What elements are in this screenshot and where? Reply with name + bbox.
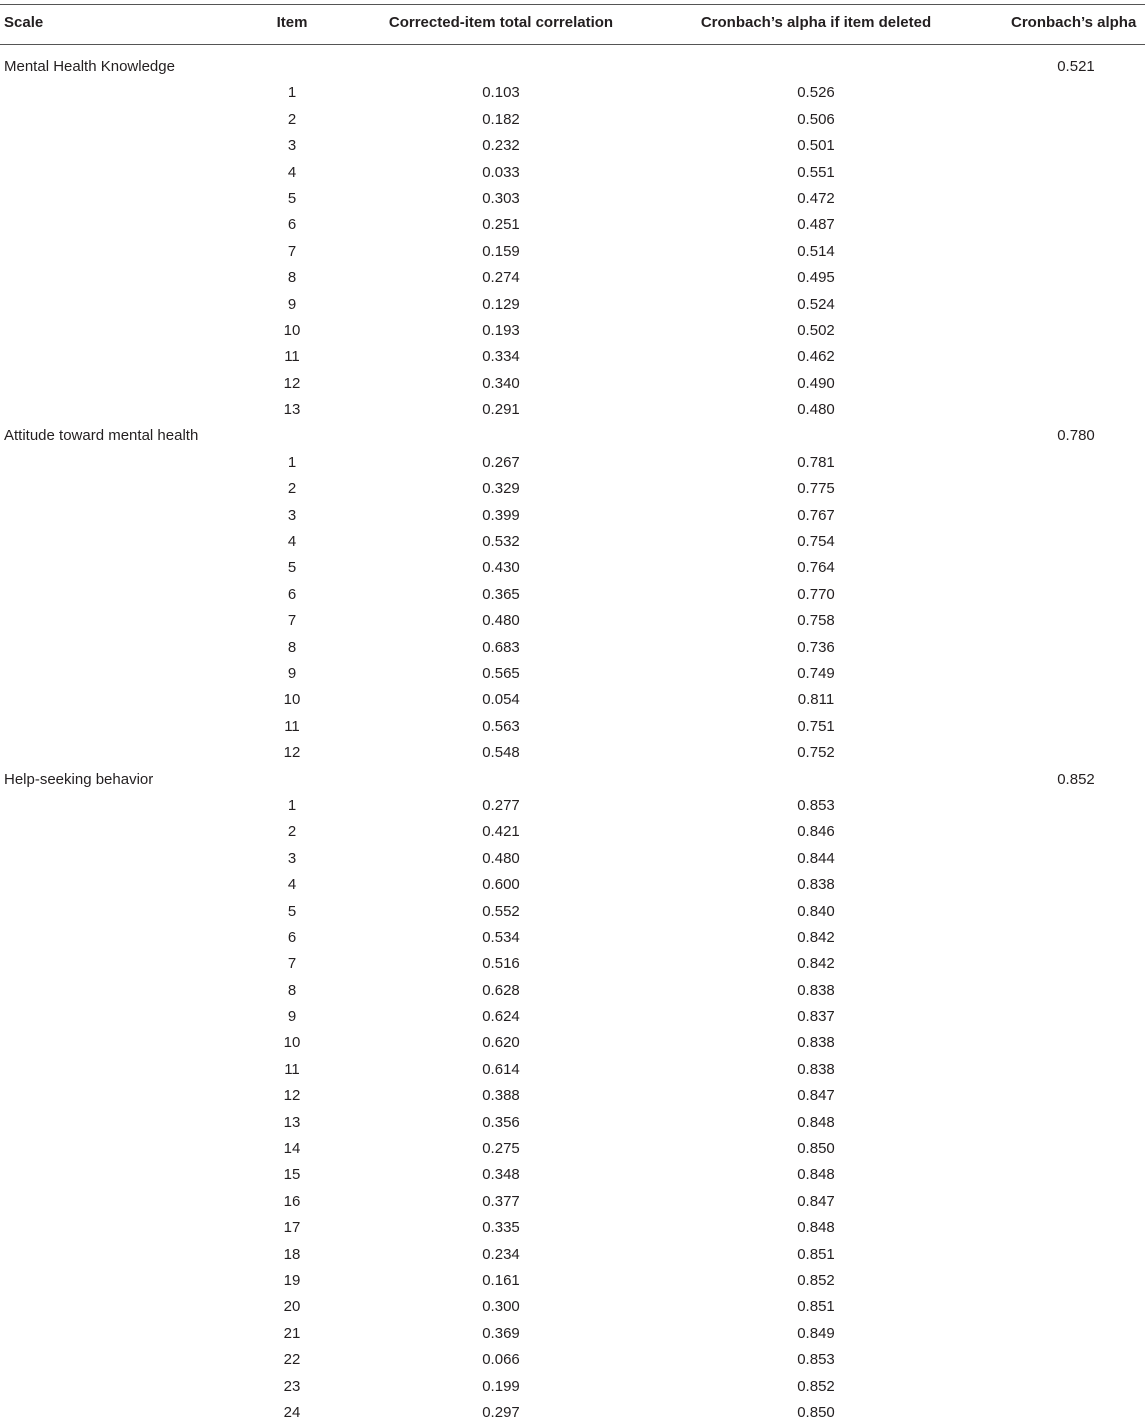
item-number: 8 (287, 981, 297, 999)
table-row (0, 1083, 1145, 1109)
table-row (0, 503, 1145, 529)
alpha-if-item-deleted: 0.850 (797, 1140, 835, 1158)
item-number: 3 (287, 137, 297, 155)
item-number: 7 (287, 242, 297, 260)
corrected-item-total-correlation: 0.274 (482, 269, 520, 287)
table-row (0, 160, 1145, 186)
item-number: 10 (283, 321, 301, 339)
table-header-rule (0, 44, 1145, 45)
table-row (0, 1004, 1145, 1030)
corrected-item-total-correlation: 0.297 (482, 1403, 520, 1421)
item-number: 13 (283, 1113, 301, 1131)
item-number: 9 (287, 664, 297, 682)
scale-row (0, 423, 1145, 449)
corrected-item-total-correlation: 0.369 (482, 1324, 520, 1342)
corrected-item-total-correlation: 0.103 (482, 84, 520, 102)
corrected-item-total-correlation: 0.377 (482, 1192, 520, 1210)
corrected-item-total-correlation: 0.193 (482, 321, 520, 339)
table-row (0, 687, 1145, 713)
item-number: 5 (287, 902, 297, 920)
alpha-if-item-deleted: 0.775 (797, 480, 835, 498)
table-row (0, 371, 1145, 397)
table-row (0, 318, 1145, 344)
item-number: 15 (283, 1166, 301, 1184)
alpha-if-item-deleted: 0.842 (797, 928, 835, 946)
item-number: 3 (287, 506, 297, 524)
table-row (0, 1268, 1145, 1294)
table-row (0, 846, 1145, 872)
alpha-if-item-deleted: 0.837 (797, 1008, 835, 1026)
item-number: 6 (287, 928, 297, 946)
alpha-if-item-deleted: 0.852 (797, 1271, 835, 1289)
alpha-if-item-deleted: 0.848 (797, 1166, 835, 1184)
item-number: 1 (287, 84, 297, 102)
table-row (0, 1162, 1145, 1188)
alpha-if-item-deleted: 0.846 (797, 823, 835, 841)
corrected-item-total-correlation: 0.430 (482, 559, 520, 577)
scale-name: Help-seeking behavior (4, 770, 154, 788)
alpha-if-item-deleted: 0.502 (797, 321, 835, 339)
alpha-if-item-deleted: 0.811 (797, 691, 835, 709)
table-row (0, 1242, 1145, 1268)
alpha-if-item-deleted: 0.487 (797, 216, 835, 234)
table-row (0, 529, 1145, 555)
item-number: 7 (287, 612, 297, 630)
item-number: 11 (284, 348, 300, 366)
corrected-item-total-correlation: 0.683 (482, 638, 520, 656)
item-number: 10 (283, 1034, 301, 1052)
item-number: 20 (283, 1298, 301, 1316)
corrected-item-total-correlation: 0.340 (482, 374, 520, 392)
scale-cronbach-alpha: 0.852 (1057, 770, 1095, 788)
scale-cronbach-alpha: 0.521 (1057, 58, 1095, 75)
item-number: 1 (287, 796, 297, 814)
corrected-item-total-correlation: 0.329 (482, 480, 520, 498)
corrected-item-total-correlation: 0.628 (482, 981, 520, 999)
alpha-if-item-deleted: 0.462 (797, 348, 835, 366)
corrected-item-total-correlation: 0.480 (482, 612, 520, 630)
corrected-item-total-correlation: 0.348 (482, 1166, 520, 1184)
table-row (0, 1347, 1145, 1373)
corrected-item-total-correlation: 0.300 (482, 1298, 520, 1316)
alpha-if-item-deleted: 0.851 (797, 1245, 835, 1263)
corrected-item-total-correlation: 0.563 (482, 717, 520, 735)
table-row (0, 872, 1145, 898)
table-row (0, 793, 1145, 819)
alpha-if-item-deleted: 0.848 (797, 1113, 835, 1131)
corrected-item-total-correlation: 0.516 (482, 955, 520, 973)
alpha-if-item-deleted: 0.842 (797, 955, 835, 973)
alpha-if-item-deleted: 0.852 (797, 1377, 835, 1395)
table-row (0, 819, 1145, 845)
alpha-if-item-deleted: 0.853 (797, 796, 835, 814)
table-row (0, 899, 1145, 925)
alpha-if-item-deleted: 0.506 (797, 110, 835, 128)
corrected-item-total-correlation: 0.275 (482, 1140, 520, 1158)
table-row (0, 714, 1145, 740)
table-row (0, 133, 1145, 159)
scale-cronbach-alpha: 0.780 (1057, 427, 1095, 445)
table-row (0, 740, 1145, 766)
item-number: 18 (283, 1245, 301, 1263)
corrected-item-total-correlation: 0.565 (482, 664, 520, 682)
corrected-item-total-correlation: 0.199 (482, 1377, 520, 1395)
alpha-if-item-deleted: 0.501 (797, 137, 835, 155)
item-number: 22 (283, 1351, 301, 1369)
corrected-item-total-correlation: 0.291 (482, 401, 520, 419)
alpha-if-item-deleted: 0.490 (797, 374, 835, 392)
table-row (0, 582, 1145, 608)
corrected-item-total-correlation: 0.161 (482, 1271, 520, 1289)
table-row (0, 1110, 1145, 1136)
table-row (0, 1136, 1145, 1162)
table-body (0, 54, 1145, 1426)
alpha-if-item-deleted: 0.838 (797, 1034, 835, 1052)
item-number: 4 (287, 876, 297, 894)
corrected-item-total-correlation: 0.480 (482, 849, 520, 867)
table-top-rule (0, 4, 1145, 5)
alpha-if-item-deleted: 0.736 (797, 638, 835, 656)
corrected-item-total-correlation: 0.356 (482, 1113, 520, 1131)
table-row (0, 450, 1145, 476)
table-row (0, 107, 1145, 133)
corrected-item-total-correlation: 0.548 (482, 744, 520, 762)
table-row (0, 925, 1145, 951)
table-row (0, 1294, 1145, 1320)
table-row (0, 608, 1145, 634)
corrected-item-total-correlation: 0.054 (482, 691, 520, 709)
item-number: 16 (283, 1192, 301, 1210)
alpha-if-item-deleted: 0.514 (797, 242, 835, 260)
table-row (0, 239, 1145, 265)
table-row (0, 661, 1145, 687)
corrected-item-total-correlation: 0.365 (482, 585, 520, 603)
corrected-item-total-correlation: 0.182 (482, 110, 520, 128)
item-number: 4 (287, 163, 297, 181)
item-number: 12 (283, 1087, 301, 1105)
corrected-item-total-correlation: 0.277 (482, 796, 520, 814)
table-row (0, 476, 1145, 502)
item-number: 7 (287, 955, 297, 973)
alpha-if-item-deleted: 0.840 (797, 902, 835, 920)
corrected-item-total-correlation: 0.614 (482, 1060, 520, 1078)
alpha-if-item-deleted: 0.526 (797, 84, 835, 102)
alpha-if-item-deleted: 0.848 (797, 1219, 835, 1237)
item-number: 1 (287, 453, 297, 471)
corrected-item-total-correlation: 0.251 (482, 216, 520, 234)
item-number: 6 (287, 216, 297, 234)
alpha-if-item-deleted: 0.851 (797, 1298, 835, 1316)
item-number: 3 (287, 849, 297, 867)
scale-row (0, 54, 1145, 80)
alpha-if-item-deleted: 0.551 (797, 163, 835, 181)
table-row (0, 951, 1145, 977)
alpha-if-item-deleted: 0.844 (797, 849, 835, 867)
item-number: 12 (283, 374, 301, 392)
corrected-item-total-correlation: 0.234 (482, 1245, 520, 1263)
alpha-if-item-deleted: 0.758 (797, 612, 835, 630)
item-number: 10 (283, 691, 301, 709)
item-number: 11 (284, 1060, 300, 1078)
corrected-item-total-correlation: 0.129 (482, 295, 520, 313)
scale-row (0, 767, 1145, 793)
item-number: 13 (283, 401, 301, 419)
header-item: Item (276, 14, 308, 31)
alpha-if-item-deleted: 0.838 (797, 1060, 835, 1078)
corrected-item-total-correlation: 0.534 (482, 928, 520, 946)
table-row (0, 555, 1145, 581)
alpha-if-item-deleted: 0.781 (797, 453, 835, 471)
alpha-if-item-deleted: 0.853 (797, 1351, 835, 1369)
scale-name: Mental Health Knowledge (4, 58, 175, 75)
corrected-item-total-correlation: 0.232 (482, 137, 520, 155)
item-number: 5 (287, 189, 297, 207)
alpha-if-item-deleted: 0.524 (797, 295, 835, 313)
item-number: 5 (287, 559, 297, 577)
table-row (0, 1400, 1145, 1426)
alpha-if-item-deleted: 0.495 (797, 269, 835, 287)
corrected-item-total-correlation: 0.624 (482, 1008, 520, 1026)
table-row (0, 1321, 1145, 1347)
table-row (0, 1215, 1145, 1241)
alpha-if-item-deleted: 0.838 (797, 876, 835, 894)
corrected-item-total-correlation: 0.334 (482, 348, 520, 366)
corrected-item-total-correlation: 0.552 (482, 902, 520, 920)
table-row (0, 265, 1145, 291)
item-number: 24 (283, 1403, 301, 1421)
header-scale: Scale (4, 14, 44, 31)
item-number: 17 (283, 1219, 301, 1237)
table-row (0, 1374, 1145, 1400)
table-row (0, 1057, 1145, 1083)
alpha-if-item-deleted: 0.838 (797, 981, 835, 999)
corrected-item-total-correlation: 0.600 (482, 876, 520, 894)
alpha-if-item-deleted: 0.847 (797, 1087, 835, 1105)
item-number: 8 (287, 638, 297, 656)
table-row (0, 1189, 1145, 1215)
table-row (0, 212, 1145, 238)
table-row (0, 80, 1145, 106)
alpha-if-item-deleted: 0.764 (797, 559, 835, 577)
corrected-item-total-correlation: 0.033 (482, 163, 520, 181)
item-number: 19 (283, 1271, 301, 1289)
alpha-if-item-deleted: 0.480 (797, 401, 835, 419)
table-row (0, 1030, 1145, 1056)
scale-name: Attitude toward mental health (4, 427, 199, 445)
alpha-if-item-deleted: 0.472 (797, 189, 835, 207)
item-number: 9 (287, 1008, 297, 1026)
table-row (0, 186, 1145, 212)
alpha-if-item-deleted: 0.767 (797, 506, 835, 524)
item-number: 4 (287, 533, 297, 551)
alpha-if-item-deleted: 0.752 (797, 744, 835, 762)
corrected-item-total-correlation: 0.388 (482, 1087, 520, 1105)
item-number: 9 (287, 295, 297, 313)
item-number: 23 (283, 1377, 301, 1395)
alpha-if-item-deleted: 0.770 (797, 585, 835, 603)
table-row (0, 292, 1145, 318)
table-row (0, 635, 1145, 661)
item-number: 2 (287, 110, 297, 128)
header-corrected-item-total-correlation: Corrected-item total correlation (388, 14, 614, 31)
item-number: 8 (287, 269, 297, 287)
corrected-item-total-correlation: 0.066 (482, 1351, 520, 1369)
alpha-if-item-deleted: 0.751 (797, 717, 835, 735)
header-alpha-if-deleted: Cronbach’s alpha if item deleted (700, 14, 932, 31)
table-row (0, 978, 1145, 1004)
header-cronbach-alpha: Cronbach’s alpha (1011, 14, 1137, 31)
alpha-if-item-deleted: 0.849 (797, 1324, 835, 1342)
corrected-item-total-correlation: 0.620 (482, 1034, 520, 1052)
table-row (0, 397, 1145, 423)
table-row (0, 344, 1145, 370)
item-number: 14 (283, 1140, 301, 1158)
corrected-item-total-correlation: 0.399 (482, 506, 520, 524)
corrected-item-total-correlation: 0.159 (482, 242, 520, 260)
item-number: 2 (287, 823, 297, 841)
alpha-if-item-deleted: 0.754 (797, 533, 835, 551)
item-number: 21 (283, 1324, 301, 1342)
corrected-item-total-correlation: 0.421 (482, 823, 520, 841)
alpha-if-item-deleted: 0.850 (797, 1403, 835, 1421)
item-number: 2 (287, 480, 297, 498)
corrected-item-total-correlation: 0.303 (482, 189, 520, 207)
corrected-item-total-correlation: 0.335 (482, 1219, 520, 1237)
alpha-if-item-deleted: 0.749 (797, 664, 835, 682)
item-number: 11 (284, 717, 300, 735)
corrected-item-total-correlation: 0.267 (482, 453, 520, 471)
item-number: 6 (287, 585, 297, 603)
item-number: 12 (283, 744, 301, 762)
corrected-item-total-correlation: 0.532 (482, 533, 520, 551)
alpha-if-item-deleted: 0.847 (797, 1192, 835, 1210)
